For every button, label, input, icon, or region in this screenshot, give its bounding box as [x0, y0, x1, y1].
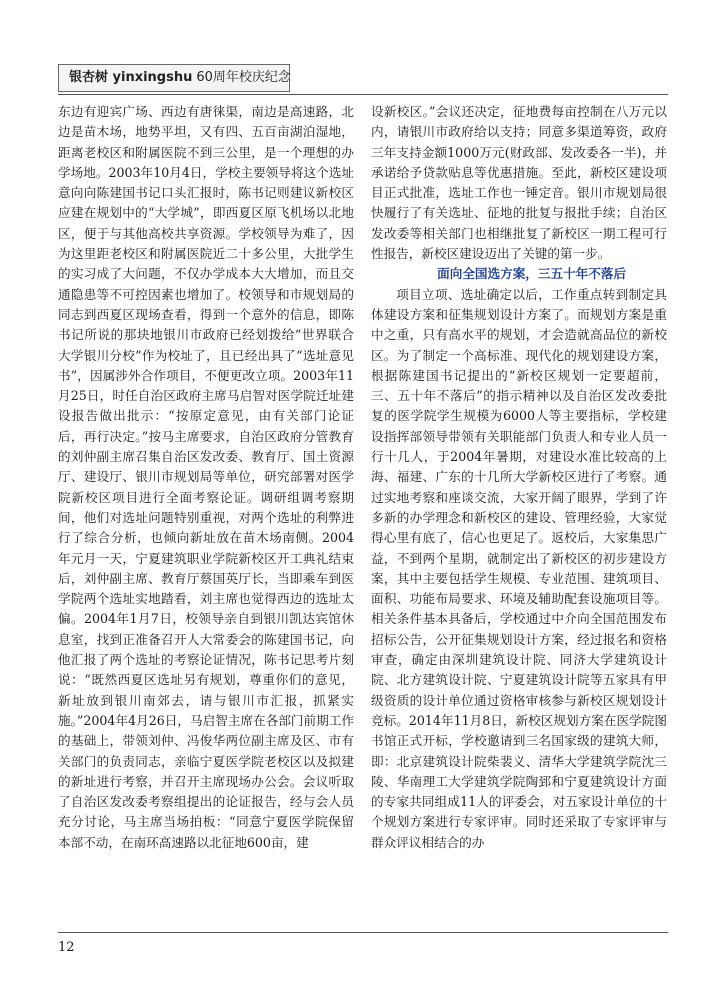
body-paragraph: 项目立项、选址确定以后，工作重点转到制定具体建设方案和征集规划设计方案了。而规划方案是重中之重，只有高水平的规划，才会造就高品位的新校区。为了制定一个高标准、现代化的规划建设方案，根据陈建国书记提出的“新校区规划一定要超前，三、五十年不落后”的指示精神以及自治区发改委批复的医学院学生规模为6000人等主要指标，学校建设指挥部领导带领有关职能部门负责人和专业人员一行十几人，于2004年暑期，对建设水准比较高的上海、福建、广东的十几所大学新校区进行了考察。通过实地考察和座谈交流，大家开阔了眼界，学到了许多新的办学理念和新校区的建设、管理经验，大家觉得心里有底了，信心也更足了。返校后，大家集思广益，不到两个星期，就制定出了新校区的初步建设方案，其中主要包括学生规模、专业范围、建筑项目、面积、功能布局要求、环境及辅助配套设施项目等。相关条件基本具备后，学校通过中介向全国范围发布招标公告，公开征集规划设计方案，经过报名和资格审查，确定由深圳建筑设计院、同济大学建筑设计院、北方建筑设计院、宁夏建筑设计院等五家具有甲级资质的设计单位通过资格审核参与新校区规划设计竞标。2014年11月8日，新校区规划方案在医学院图书馆正式开标，学校邀请到三名国家级的建筑大师，即：北京建筑设计院柴裴义、清华大学建筑学院沈三陵、华南理工大学建筑学院陶郅和宁夏建筑设计方面的专家共同组成11人的评委会，对五家设计单位的十个规划方案进行专家评审。同时还采取了专家评审与群众评议相结合的办: [371, 286, 667, 850]
header-rule: [58, 94, 668, 95]
running-header-text: [69, 70, 291, 86]
running-header: [58, 64, 290, 92]
right-column: [371, 102, 667, 853]
page-number: 12: [58, 940, 75, 955]
left-column: [58, 102, 354, 853]
body-paragraph: 设新校区。”会议还决定，征地费每亩控制在八万元以内，请银川市政府给以支持；同意多渠道筹资，政府三年支持金额1000万元(财政部、发改委各一半)，并承诺给予贷款贴息等优惠措施。至此，新校区建设项目正式批准，选址工作也一锤定音。银川市规划局很快履行了有关选址、征地的批复与报批手续；自治区发改委等相关部门也相继批复了新校区一期工程可行性报告，新校区建设迈出了关键的第一步。: [371, 104, 667, 262]
section-title: 面向全国选方案，三五十年不落后: [437, 266, 627, 282]
header-school-name: 银杏树 yinxingshu: [69, 70, 193, 85]
body-paragraph: 东边有迎宾广场、西边有唐徕渠，南边是高速路，北边是苗木场，地势平坦，又有四、五百亩湖泊湿地，距离老校区和附属医院不到三公里，是一个理想的办学场地。2003年10月4日，学校主要领导将这个选址意向向陈建国书记口头汇报时，陈书记则建议新校区应建在规划中的“大学城”，即西夏区原飞机场以北地区，便于与其他高校共享资源。学校领导为难了，因为这里距老校区和附属医院近二十多公里，大批学生的实习成了大问题，不仅办学成本大大增加，而且交通隐患等不可控因素也增加了。校领导和市规划局的同志到西夏区现场查看，得到一个意外的信息，即陈书记所说的那块地银川市政府已经划拨给“世界联合大学银川分校”作为校址了，且已经出具了“选址意见书”，因属涉外合作项目，不便更改立项。2003年11月25日，时任自治区政府主席马启智对医学院迁址建设报告做出批示：“按原定意见，由有关部门论证后，再行决定。”按马主席要求，自治区政府分管教育的刘仲副主席召集自治区发改委、教育厅、国土资源厅、建设厅、银川市规划局等单位，研究部署对医学院新校区项目进行全面考察论证。调研组调考察期间，他们对选址问题特别重视，对两个选址的利弊进行了综合分析，也倾向新址放在苗木场南侧。2004年元月一天，宁夏建筑职业学院新校区开工典礼结束后，刘仲副主席、教育厅蔡国英厅长，当即乘车到医学院两个选址实地踏看，刘主席也觉得西边的选址太偏。2004年1月7日，校领导亲自到银川凯达宾馆休息室，找到正准备召开人大常委会的陈建国书记，向他汇报了两个选址的考察论证情况，陈书记思考片刻说：“既然西夏区选址另有规划，尊重你们的意见，新址放到银川南郊去，请与银川市汇报，抓紧实施。”2004年4月26日，马启智主席在各部门前期工作的基础上，带领刘仲、冯俊华两位副主席及区、市有关部门的负责同志，亲临宁夏医学院老校区以及拟建的新址进行考察，并召开主席现场办公会。会议听取了自治区发改委考察组提出的论证报告，经与会人员充分讨论，马主席当场拍板：“同意宁夏医学院保留本部不动，在南环高速路以北征地600亩，建: [58, 104, 354, 850]
header-anniversary: 60周年校庆纪念: [196, 70, 291, 85]
footer-rule: [58, 932, 668, 933]
